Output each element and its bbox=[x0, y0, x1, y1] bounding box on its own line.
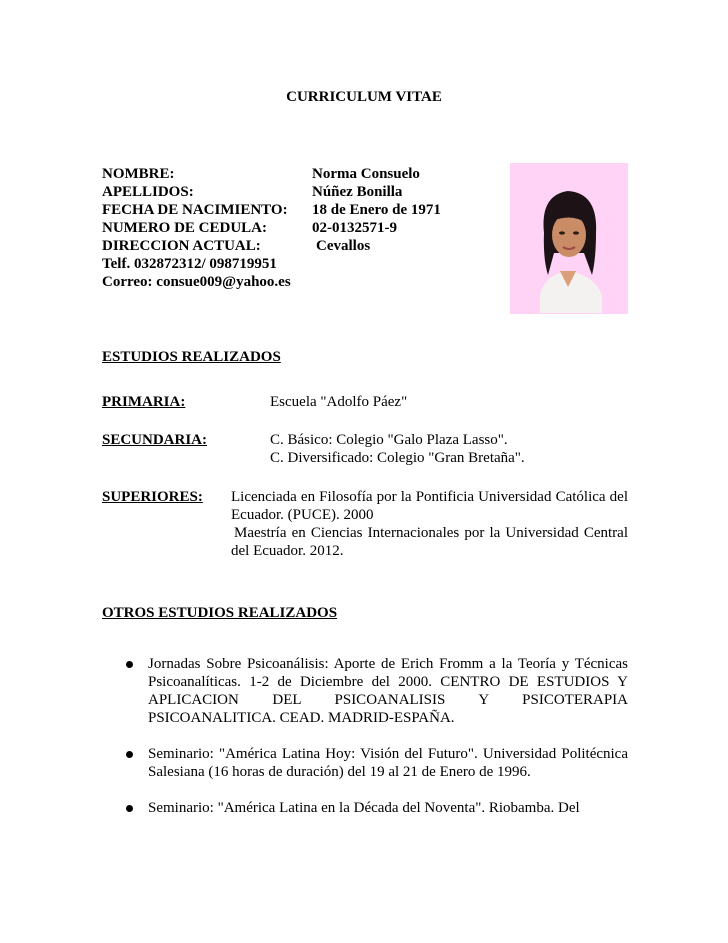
info-row-email bbox=[102, 273, 291, 291]
list-item bbox=[102, 799, 628, 817]
list-item-text: Jornadas Sobre Psicoanálisis: Aporte de Erich Fromm a la Teoría y Técnicas Psicoanalíticas. 1-2 de Diciembre del 2000. CENTRO DE ESTUDIOS Y APLICACION DEL PSICOANALISIS Y PSICOTERAPIA PSICOANALITICA. CEAD. MADRID-ESPAÑA. bbox=[148, 656, 628, 726]
document-title: CURRICULUM VITAE bbox=[286, 89, 442, 105]
superiores-label: SUPERIORES: bbox=[102, 489, 203, 505]
primaria-values bbox=[270, 393, 407, 411]
info-row-surname bbox=[102, 183, 403, 201]
primaria-line: Escuela "Adolfo Páez" bbox=[270, 394, 408, 410]
primaria-label: PRIMARIA: bbox=[102, 394, 186, 410]
portrait-illustration bbox=[510, 163, 628, 314]
superiores-values bbox=[231, 488, 628, 560]
info-value: Cevallos bbox=[316, 238, 371, 254]
info-label: NOMBRE: bbox=[102, 166, 175, 182]
superiores-line: Maestría en Ciencias Internacionales por la Universidad Central del Ecuador. 2012. bbox=[231, 525, 628, 559]
info-value: 18 de Enero de 1971 bbox=[312, 202, 441, 218]
info-value: 02-0132571-9 bbox=[312, 220, 397, 236]
profile-photo bbox=[510, 163, 628, 314]
info-label: Correo: consue009@yahoo.es bbox=[102, 274, 291, 290]
info-label: APELLIDOS: bbox=[102, 184, 194, 200]
info-label: NUMERO DE CEDULA: bbox=[102, 220, 267, 236]
superiores-line: Licenciada en Filosofía por la Pontificia Universidad Católica del Ecuador. (PUCE). 2000 bbox=[231, 489, 628, 523]
info-row-id bbox=[102, 219, 397, 237]
other-studies-heading: OTROS ESTUDIOS REALIZADOS bbox=[102, 605, 338, 621]
info-row-name bbox=[102, 165, 420, 183]
list-item bbox=[102, 655, 628, 727]
studies-heading: ESTUDIOS REALIZADOS bbox=[102, 349, 281, 365]
secundaria-line: C. Básico: Colegio "Galo Plaza Lasso". bbox=[270, 432, 508, 448]
list-item bbox=[102, 745, 628, 781]
info-value: Norma Consuelo bbox=[312, 166, 420, 182]
info-label: Telf. 032872312/ 098719951 bbox=[102, 256, 277, 272]
info-value: Núñez Bonilla bbox=[312, 184, 403, 200]
secundaria-label: SECUNDARIA: bbox=[102, 432, 208, 448]
info-row-phone bbox=[102, 255, 291, 273]
info-row-address bbox=[102, 237, 371, 255]
info-label: FECHA DE NACIMIENTO: bbox=[102, 202, 288, 218]
list-item-text: Seminario: "América Latina en la Década del Noventa". Riobamba. Del bbox=[148, 800, 580, 816]
bullet-icon bbox=[126, 661, 133, 668]
secundaria-line: C. Diversificado: Colegio "Gran Bretaña". bbox=[270, 450, 525, 466]
bullet-icon bbox=[126, 751, 133, 758]
secundaria-values bbox=[270, 431, 525, 467]
list-item-text: Seminario: "América Latina Hoy: Visión del Futuro". Universidad Politécnica Salesiana (16 horas de duración) del 19 al 21 de Enero de 1996. bbox=[148, 746, 628, 780]
info-label: DIRECCION ACTUAL: bbox=[102, 238, 261, 254]
info-row-birthdate bbox=[102, 201, 441, 219]
personal-info bbox=[102, 165, 441, 291]
other-studies-list bbox=[102, 655, 628, 835]
bullet-icon bbox=[126, 805, 133, 812]
